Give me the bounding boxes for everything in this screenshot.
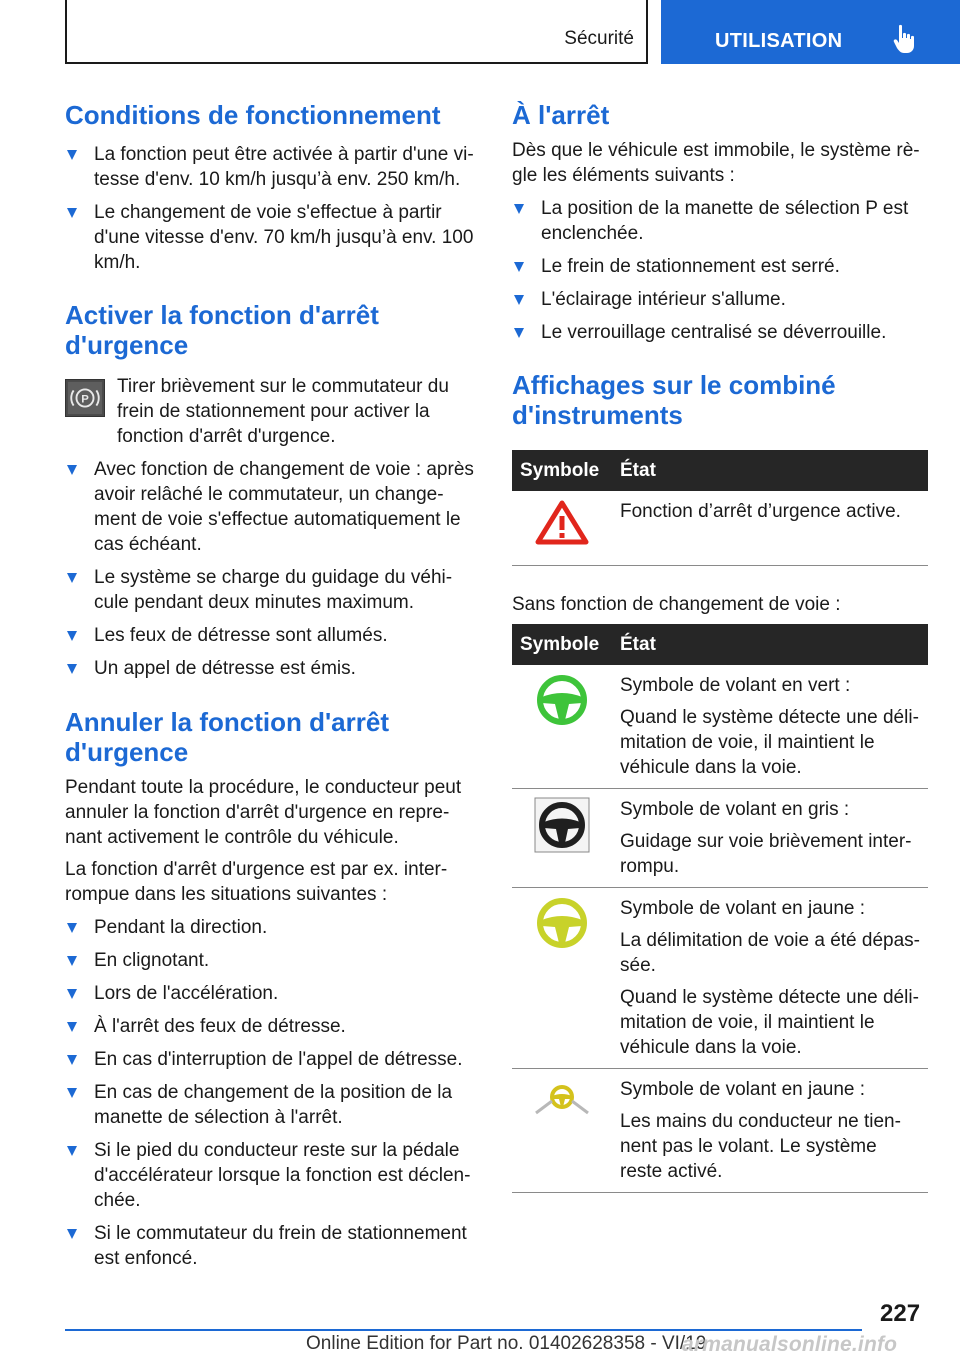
- list-item: À l'arrêt des feux de détresse.: [65, 1014, 477, 1039]
- symbol-cell: [512, 789, 612, 888]
- heading-conditions: Conditions de fonctionnement: [65, 100, 441, 130]
- hands-on-wheel-yellow-icon: [534, 1077, 590, 1117]
- table-row: [512, 491, 928, 566]
- page-number: 227: [880, 1300, 921, 1327]
- symbol-cell: [512, 491, 612, 566]
- list-item: Avec fonction de changement de voie : après avoir relâché le commutateur, un changement de voie s'effectue automatiquement le cas échéant.: [65, 457, 477, 557]
- list-item: Un appel de détresse est émis.: [65, 656, 477, 681]
- heading-displays: Affichages sur le combiné d'instruments: [512, 370, 836, 430]
- col-header-state: État: [612, 450, 928, 491]
- steering-wheel-gray-icon: [534, 797, 590, 853]
- heading-stop: À l'arrêt: [512, 100, 610, 130]
- symbol-cell: [512, 665, 612, 789]
- list-item: Les feux de détresse sont allumés.: [65, 623, 477, 648]
- list-item: En cas d'interruption de l'appel de détresse.: [65, 1047, 477, 1072]
- col-header-state: État: [612, 624, 928, 665]
- list-item: En cas de changement de la position de la manette de sélection à l'arrêt.: [65, 1080, 477, 1130]
- symbol-cell: [512, 1069, 612, 1193]
- list-item: Le verrouillage centralisé se déverrouille.: [512, 320, 928, 345]
- list-item: Pendant la direction.: [65, 915, 477, 940]
- symbol-table-2: [512, 624, 928, 1193]
- header-section-title: Sécurité: [564, 28, 634, 49]
- table-row: [512, 888, 928, 1069]
- list-item: Le système se charge du guidage du véhicule pendant deux minutes maximum.: [65, 565, 477, 615]
- table-row: [512, 665, 928, 789]
- steering-wheel-green-icon: [535, 673, 589, 727]
- activate-list: [65, 457, 477, 681]
- left-column: [65, 100, 477, 1271]
- header-chapter-box: [661, 0, 960, 64]
- list-item: Lors de l'accélération.: [65, 981, 477, 1006]
- steering-wheel-yellow-icon: [535, 896, 589, 950]
- header-section-box: [65, 0, 648, 64]
- col-header-symbol: Symbole: [512, 624, 612, 665]
- watermark: armanualsonline.info: [682, 1333, 898, 1356]
- col-header-symbol: Symbole: [512, 450, 612, 491]
- stop-intro: Dès que le véhicule est immobile, le système règle les éléments suivants :: [512, 140, 920, 186]
- state-cell: Symbole de volant en jaune : Les mains du conducteur ne tiennent pas le volant. Le système reste activé.: [612, 1069, 928, 1193]
- state-cell: Fonction d’arrêt d’urgence active.: [612, 491, 928, 566]
- list-item: L'éclairage intérieur s'allume.: [512, 287, 928, 312]
- footer-divider: [65, 1329, 862, 1331]
- hand-pointer-icon: [893, 24, 921, 54]
- stop-list: [512, 196, 928, 345]
- list-item: En clignotant.: [65, 948, 477, 973]
- cancel-list: [65, 915, 477, 1271]
- table-row: [512, 789, 928, 888]
- svg-text:P: P: [81, 393, 89, 406]
- table-row: [512, 1069, 928, 1193]
- heading-activate: Activer la fonction d'arrêt d'urgence: [65, 300, 379, 360]
- state-cell: Symbole de volant en gris : Guidage sur voie brièvement interrompu.: [612, 789, 928, 888]
- table-header-row: [512, 624, 928, 665]
- symbol-table-1: [512, 450, 928, 566]
- warning-triangle-icon: [535, 499, 589, 545]
- header-chapter-title: UTILISATION: [715, 30, 843, 52]
- table-header-row: [512, 450, 928, 491]
- footer-edition: Online Edition for Part no. 01402628358 - VI/19: [306, 1333, 707, 1354]
- state-cell: Symbole de volant en jaune : La délimitation de voie a été dépassée. Quand le système détecte une délimitation de voie, il maintient le véhicule dans la voie.: [612, 888, 928, 1069]
- list-item: La fonction peut être activée à partir d'une vitesse d'env. 10 km/h jusqu’à env. 250 km/h.: [65, 142, 477, 192]
- symbol-cell: [512, 888, 612, 1069]
- list-item: Le frein de stationnement est serré.: [512, 254, 928, 279]
- list-item: La position de la manette de sélection P est enclenchée.: [512, 196, 928, 246]
- cancel-para-1: Pendant toute la procédure, le conducteur peut annuler la fonction d'arrêt d'urgence en reprenant activement le contrôle du véhicule.: [65, 777, 462, 848]
- right-column: [512, 100, 928, 1193]
- activate-intro-line1: Tirer brièvement sur le commutateur du frein de stationnement pour activer la fonction d'arrêt d'urgence.: [117, 376, 449, 447]
- activate-intro-block: [65, 374, 477, 449]
- list-item: Si le pied du conducteur reste sur la pédale d'accélérateur lorsque la fonction est déclenchée.: [65, 1138, 477, 1213]
- list-item: Si le commutateur du frein de stationnement est enfoncé.: [65, 1221, 477, 1271]
- conditions-list: [65, 142, 477, 275]
- heading-cancel: Annuler la fonction d'arrêt d'urgence: [65, 707, 389, 767]
- list-item: Le changement de voie s'effectue à partir d'une vitesse d'env. 70 km/h jusqu’à env. 100 km/h.: [65, 200, 477, 275]
- state-cell: Symbole de volant en vert : Quand le système détecte une délimitation de voie, il maintient le véhicule dans la voie.: [612, 665, 928, 789]
- subheading-no-lane-change: Sans fonction de changement de voie :: [512, 594, 841, 615]
- cancel-para-2: La fonction d'arrêt d'urgence est par ex. interrompue dans les situations suivantes :: [65, 859, 448, 905]
- parking-brake-switch-icon: [65, 379, 105, 417]
